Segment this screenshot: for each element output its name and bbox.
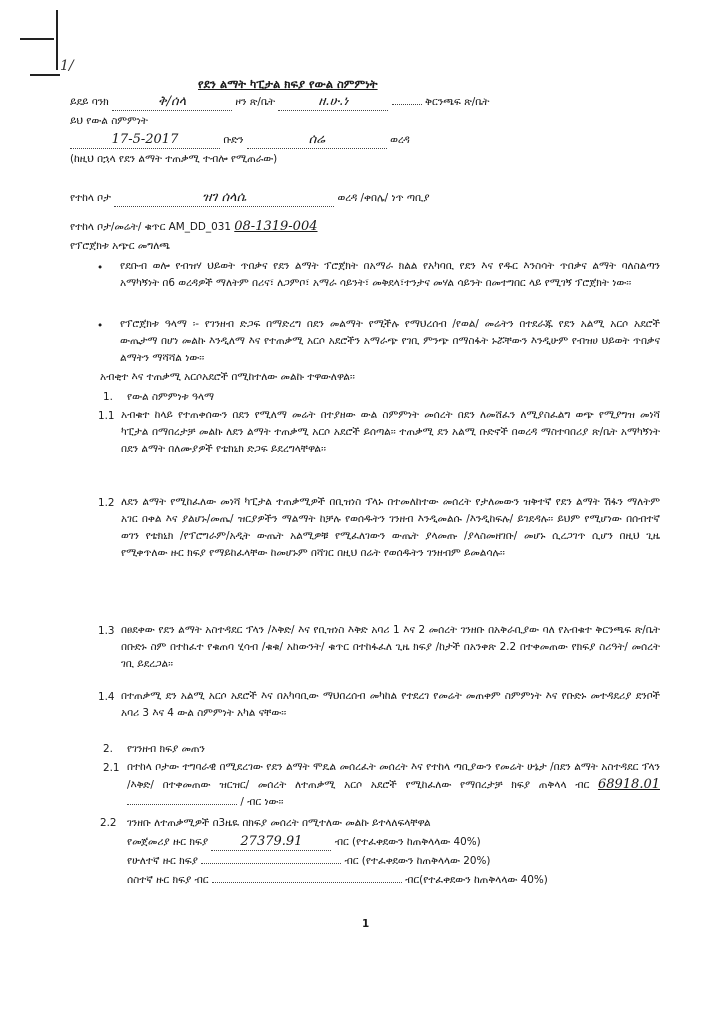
group-handwritten: ሰሬ (247, 132, 387, 149)
document-title: የደን ልማት ካፒታል ክፍያ የውል ስምምነት (198, 77, 378, 91)
installment-intro: ገንዘቡ ለተጠቃሚዎች በ3ዜዪ በክፍያ መሰረት በሚተለው መልኩ ይተላለፍላቸዋል (127, 817, 431, 829)
beneficiary-note: (ከዚህ በኋላ የደን ልማት ተጠቃሚ ተብሎ የሚጠራው) (70, 153, 278, 165)
bullet-marker: • (97, 262, 104, 274)
item-paragraph: ለደን ልማት የሚከፈለው መነሻ ካፒታል ተጠቃሚዎች በቢዝነስ ፕላኑ በተመለከተው መሰረት የታለመውን ዝቅተኛ የደን ልማት ሽፋን ማለትም አገር በቀል እና ያልሆኑ/መጤ/ ዝርያዎችን ማልማት ከቻሉ የወሰዱትን ገንዘብ እንዲመልሱ /እንዲከፍሉ/ ይገደዳሉ፡፡ ይህም የሚሆነው በሰብተኛ ወገን የቴክኒክ /የፕሮግራም/አዲት ውጤት አልሚዎቹ የሚፈለገውን ውጤት ያላመጡ /ያላስመዘገቡ/ መሆኑ ሲረጋገጥ ሲሆን በዚህ ጊዜ የሚቀጥለው ዙር ክፍያ የማይከፈላቸው ከመሆኑም በሻገር በዚህ በሬት የወሰዱትን ገንዘብም ይመልሳሉ፡፡ (121, 496, 660, 559)
zone-label: ዞን ጽ/ቤት (235, 96, 276, 108)
item-number: 2.2 (100, 817, 117, 829)
payment-suffix: ብር (የተፈቀደውን ከጠቅላላው 20%) (344, 855, 491, 867)
plot-number-handwritten: 08-1319-004 (234, 219, 318, 234)
bullet-paragraph: የደቡብ ወሎ የብዝሃ ህይወት ጥበቃና የደን ልማት ፕሮጀክት በአማራ ክልል የአካባቢ የደን እና የዱር እንስሳት ጥበቃና ልማት ባለስልጣን አማካኝነት በ6 ወረዳዎች ማለትም በሪና፣ ለጋምቦ፣ አማራ ሳይንት፣ መቅደላ፣ተንታና መሃል ሳይንት በመተግበር ላይ የሚገኝ ፕሮጀክት ነው፡፡ (120, 260, 660, 289)
payment-total-handwritten: 68918.01 (597, 777, 660, 792)
bullet-paragraph: የፕሮጀክቱ ዓላማ ፡- የገንዘብ ድጋፍ በማድረግ በደን መልማት የሚችሉ የማህረሰብ /የወል/ መሬትን በተደራጁ የደን አልሚ አርሶ አደሮች ውጤታማ በሆነ መልኩ እንዲለማ እና የተጠቃሚ አርሶ አደሮችን አማራጭ የገቢ ምንጭ በማስፋት ኑሯቸውን እንዲሁም የብዝሀ ህይወት ጥበቃና ልማትን ማሻሻል ነው፡፡ (120, 318, 660, 364)
item-number: 1.1 (98, 410, 115, 422)
bullet-marker: • (97, 320, 104, 332)
group-label: ቡድን (223, 134, 244, 146)
page-number: 1 (362, 918, 370, 930)
date-handwritten: 17-5-2017 (70, 132, 220, 149)
payment-label: የመጀመሪያ ዙር ክፍያ (127, 836, 209, 848)
section-number: 2. (103, 743, 113, 755)
site-handwritten: ዝገ ሰላሴ (114, 190, 334, 207)
site-label: የተከላ ቦታ (70, 192, 111, 204)
payment-suffix: ብር (የተፈቀደውን ከጠቅላላው 40%) (334, 836, 481, 848)
bank-name-handwritten: ቅ/ሰላ (112, 94, 232, 111)
payment-row (127, 872, 548, 888)
woreda-label: ወረዳ (390, 134, 410, 146)
project-summary-heading: የፕሮጀክቱ አጭር መግለጫ (70, 240, 171, 252)
payment-total-text: በተከላ ቦታው ተግባራዊ በሚደረገው የደን ልማት ሞዴል መሰረፈት መሰረት እና የተከላ ጣቢያውን የመሬት ሁኔታ /በደን ልማት አስተዳደር ፕላን /እቅድ/ በተቀመጠው ዝርዝር/ መሰረት ለተጠቃሚ አርሶ አደሮች የሚከፈለው የማበረታቻ ክፍያ ጠቅላላ ብር (127, 761, 660, 791)
site-location-label: ወረዳ /ቀበሌ/ ነጥ ጣቢያ (337, 192, 430, 204)
contract-line: ይህ የውል ስምምነት (70, 115, 148, 127)
item-paragraph: በፀደቀው የደን ልማት አስተዳደር ፕላን /እቅድ/ እና የቢዝነስ እቅድ አባሪ 1 እና 2 መሰረት ገንዘቡ በአቅራቢያው ባለ የአብቁተ ቅርንጫፍ ጽ/ቤት በቡድኑ ስም በተከፈተ የቁጠባ ሂሳብ /ቁቁ/ አከውንት/ ቁጥር በተከፋፈለ ጊዜ ክፍያ /ከታች በአንቀጽ 2.2 በተቀመጠው የክፍያ ስሪዓት/ መሰረት ገቢ ይደረጋል፡፡ (121, 624, 660, 670)
payment-label: የሁለተኛ ዙር ክፍያ (127, 855, 198, 867)
corner-stroke (56, 10, 58, 70)
payment-amount (201, 863, 341, 864)
item-paragraph (127, 759, 660, 811)
item-number: 2.1 (103, 762, 120, 774)
corner-mark: 1/ (60, 58, 74, 74)
parties-line: አብቂተ እና ተጠቃሚ አርሶአደሮች በሚከተለው መልኩ ተዋውለዋል፡፡ (100, 371, 355, 383)
section-number: 1. (103, 391, 113, 403)
payment-amount (212, 882, 402, 883)
site-line (70, 190, 429, 207)
corner-stroke (20, 38, 54, 40)
item-number: 1.4 (98, 691, 115, 703)
payment-row (127, 853, 490, 869)
plot-label: የተከላ ቦታ/መሬት/ ቁጥር AM_DD_031 (70, 221, 231, 233)
item-number: 1.2 (98, 497, 115, 509)
payment-amount: 27379.91 (211, 834, 331, 851)
plot-line (70, 219, 318, 235)
payment-suffix: ብር(የተፈቀደውን ከጠቅላላው 40%) (405, 874, 548, 886)
payment-row (127, 834, 481, 851)
bank-line (70, 94, 489, 111)
zone-handwritten: ዘ.ሁ.ነ (278, 94, 388, 111)
date-group-line (70, 132, 410, 149)
branch-label: ቅርንጫፍ ጽ/ቤት (425, 96, 490, 108)
payment-label: ሰስተኛ ዙር ክፍያ ብር (127, 874, 209, 886)
payment-total-suffix: / ብር ነው፡፡ (240, 796, 284, 808)
item-number: 1.3 (98, 625, 115, 637)
section-title: የገንዘብ ክፍያ መጠን (127, 743, 205, 755)
item-paragraph: አብቁተ ከላይ የተጠቀሰውን በደን የሚለማ መሬት በተያዘው ውል ስምምነት መሰረት በደን ለመሸፈን ለሚያስፈልግ ወጭ የሚያግዝ መነሻ ካፒታል በማበረታቻ መልኩ ለደን ልማት ተጠቃሚ አርሶ አደሮች ይሰጣል፡፡ ተጠቃሚ ደን አልሚ ቡድኖች በወረዳ ማስተባበሪያ ጽ/ቤት አማካኝነት በደን ልማት በለሙያዎች የቴክኒክ ድጋፍ ይደረግላቸዋል፡፡ (121, 409, 660, 455)
item-paragraph: በተጠቃሚ ደን አልሚ አርሶ አደሮች እና በአካባቢው ማህበረሰብ መካከል የተደረገ የመሬት መጠቀም ስምምነት እና የቡድኑ መተዳደሪያ ደንቦች አባሪ 3 እና 4 ውል ስምምነት አካል ናቸው፡፡ (121, 690, 660, 719)
bank-label: ይደይ ባንክ (70, 96, 109, 108)
corner-stroke (30, 74, 60, 76)
section-title: የውል ስምምነቱ ዓላማ (127, 391, 215, 403)
